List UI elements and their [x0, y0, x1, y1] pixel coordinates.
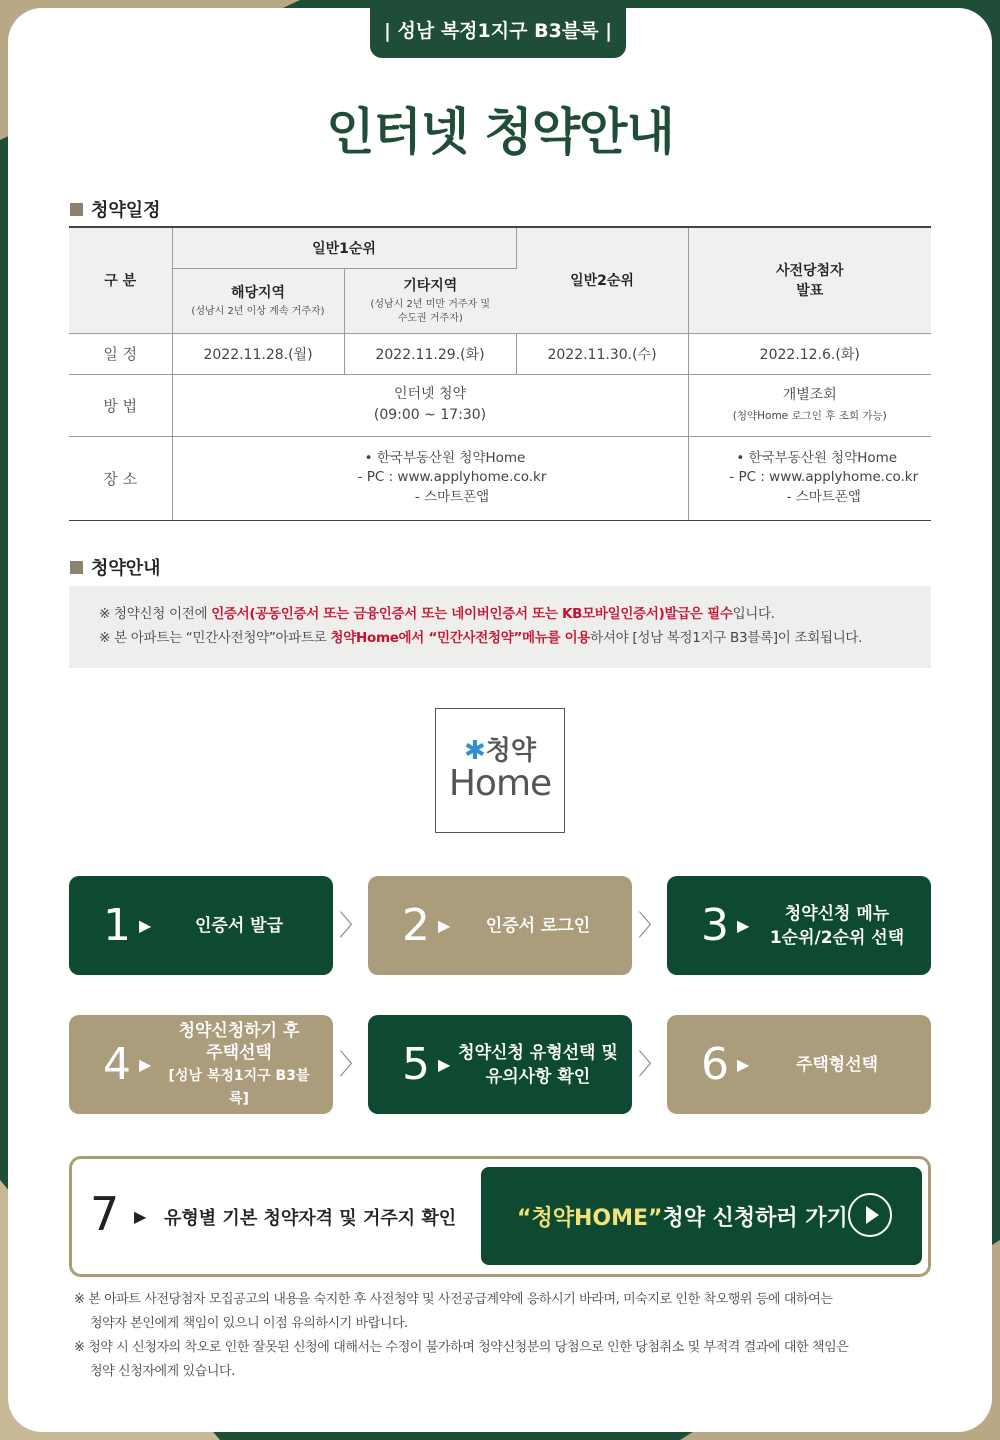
place-main: • 한국부동산원 청약Home - PC : www.applyhome.co.kr - 스마트폰앱 — [172, 436, 688, 520]
table-row — [69, 436, 931, 520]
footnote-1: ※ 본 아파트 사전당첨자 모집공고의 내용을 숙지한 후 사전청약 및 사전공급계약에 응하시기 바라며, 미숙지로 인한 착오행위 등에 대하여는 청약자 본인에게 책임이 있으니 이점 유의하시기 바랍니다. — [74, 1292, 833, 1331]
date-announce: 2022.12.6.(화) — [688, 333, 931, 374]
chevron-right-icon: 〉 — [339, 909, 368, 942]
method-announce: 개별조회 (청약Home 로그인 후 조회 가능) — [688, 374, 931, 436]
row-label-method: 방 법 — [69, 374, 172, 436]
chevron-right-icon: 〉 — [339, 1048, 368, 1081]
square-bullet-icon — [70, 203, 83, 216]
guide-section-label: 청약안내 — [70, 554, 161, 580]
table-row — [69, 333, 931, 374]
date-other: 2022.11.29.(화) — [344, 333, 516, 374]
play-circle-icon — [848, 1193, 892, 1237]
guide-notice-box — [69, 586, 931, 668]
header-general2: 일반2순위 — [516, 227, 688, 333]
step-3-select-rank-menu: 3 ▶ 청약신청 메뉴 1순위/2순위 선택 — [667, 876, 931, 975]
page-title: 인터넷 청약안내 — [326, 103, 674, 161]
applyhome-logo: ✱청약 Home — [435, 708, 565, 833]
play-arrow-icon: ▶ — [737, 1055, 750, 1074]
header-gubun: 구 분 — [69, 227, 172, 333]
schedule-table — [69, 226, 931, 521]
complex-name-tab: | 성남 복정1지구 B3블록 | — [370, 0, 626, 58]
date-general2: 2022.11.30.(수) — [516, 333, 688, 374]
step-7-panel: 7 ▶ 유형별 기본 청약자격 및 거주지 확인 “청약HOME” 청약 신청하러 가기 — [69, 1156, 931, 1277]
guide-line-2: ※ 본 아파트는 “민간사전청약”아파트로 청약Home에서 “민간사전청약”메뉴를 이용하셔야 [성남 복정1지구 B3블록]이 조회됩니다. — [99, 630, 863, 646]
footnotes — [74, 1288, 934, 1384]
go-to-applyhome-button[interactable]: “청약HOME” 청약 신청하러 가기 — [481, 1167, 922, 1265]
header-other: 기타지역 (성남시 2년 미만 거주자 및 수도권 거주자) — [344, 268, 516, 333]
footnote-2: ※ 청약 시 신청자의 착오로 인한 잘못된 신청에 대해서는 수정이 불가하며 청약신청분의 당첨으로 인한 당첨취소 및 부적격 결과에 대한 책임은 청약 신청자에게 있습니다. — [74, 1340, 849, 1379]
place-announce: • 한국부동산원 청약Home - PC : www.applyhome.co.kr - 스마트폰앱 — [688, 436, 931, 520]
schedule-section-label: 청약일정 — [70, 196, 161, 222]
header-general1: 일반1순위 — [172, 227, 516, 268]
play-arrow-icon: ▶ — [134, 1207, 147, 1226]
play-arrow-icon: ▶ — [737, 916, 750, 935]
row-label-date: 일 정 — [69, 333, 172, 374]
chevron-right-icon: 〉 — [638, 1048, 667, 1081]
header-local: 해당지역 (성남시 2년 이상 계속 거주자) — [172, 268, 344, 333]
guide-line-1: ※ 청약신청 이전에 인증서(공동인증서 또는 금융인증서 또는 네이버인증서 또는 KB모바일인증서)발급은 필수입니다. — [99, 606, 775, 622]
step-2-certificate-login: 2 ▶ 인증서 로그인 — [368, 876, 632, 975]
date-local: 2022.11.28.(월) — [172, 333, 344, 374]
header-announce: 사전당첨자 발표 — [688, 227, 931, 333]
play-arrow-icon: ▶ — [438, 1055, 451, 1074]
square-bullet-icon — [70, 561, 83, 574]
step-6-select-unit-type: 6 ▶ 주택형선택 — [667, 1015, 931, 1114]
step-4-select-housing: 4 ▶ 청약신청하기 후 주택선택 [성남 복정1지구 B3블록] — [69, 1015, 333, 1114]
play-arrow-icon: ▶ — [139, 1055, 152, 1074]
method-main: 인터넷 청약 (09:00 ~ 17:30) — [172, 374, 688, 436]
table-row — [69, 374, 931, 436]
chevron-right-icon: 〉 — [638, 909, 667, 942]
play-arrow-icon: ▶ — [438, 916, 451, 935]
row-label-place: 장 소 — [69, 436, 172, 520]
play-arrow-icon: ▶ — [139, 916, 152, 935]
step-5-select-type-and-notice: 5 ▶ 청약신청 유형선택 및 유의사항 확인 — [368, 1015, 632, 1114]
step-1-issue-certificate: 1 ▶ 인증서 발급 — [69, 876, 333, 975]
